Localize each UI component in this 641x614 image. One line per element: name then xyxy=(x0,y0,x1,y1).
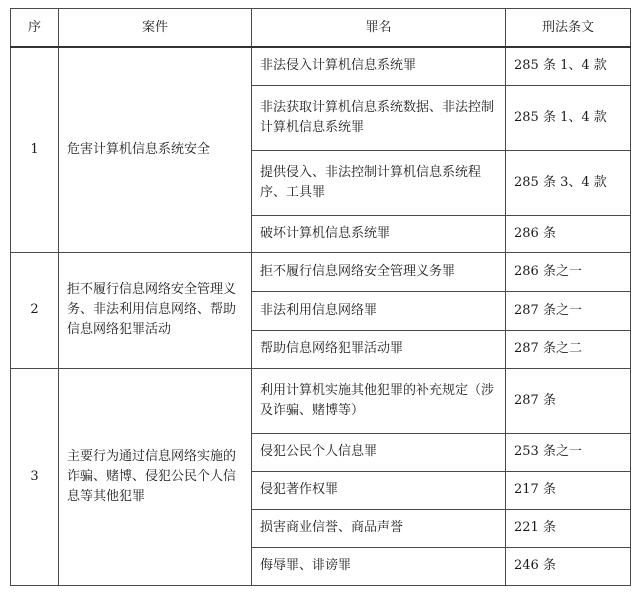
law-table xyxy=(10,8,631,586)
crime-name: 侮辱罪、诽谤罪 xyxy=(252,547,506,585)
case-name: 拒不履行信息网络安全管理义务、非法利用信息网络、帮助信息网络犯罪活动 xyxy=(59,252,252,368)
article-ref: 287 条之一 xyxy=(506,291,631,330)
article-ref: 285 条 3、4 款 xyxy=(506,150,631,215)
crime-name: 非法利用信息网络罪 xyxy=(252,291,506,330)
crime-name: 拒不履行信息网络安全管理义务罪 xyxy=(252,252,506,291)
article-ref: 253 条之一 xyxy=(506,433,631,471)
article-ref: 285 条 1、4 款 xyxy=(506,47,631,85)
case-name: 危害计算机信息系统安全 xyxy=(59,47,252,252)
header-case: 案件 xyxy=(59,9,252,48)
crime-name: 侵犯公民个人信息罪 xyxy=(252,433,506,471)
table-row xyxy=(11,47,631,85)
group-number: 2 xyxy=(11,252,59,368)
header-article: 刑法条文 xyxy=(506,9,631,48)
header-row xyxy=(11,9,631,48)
crime-name: 侵犯著作权罪 xyxy=(252,471,506,509)
article-ref: 286 条之一 xyxy=(506,252,631,291)
crime-name: 提供侵入、非法控制计算机信息系统程序、工具罪 xyxy=(252,150,506,215)
crime-name: 破坏计算机信息系统罪 xyxy=(252,215,506,252)
article-ref: 285 条 1、4 款 xyxy=(506,85,631,150)
article-ref: 217 条 xyxy=(506,471,631,509)
article-ref: 286 条 xyxy=(506,215,631,252)
crime-name: 非法侵入计算机信息系统罪 xyxy=(252,47,506,85)
header-crime: 罪名 xyxy=(252,9,506,48)
article-ref: 287 条 xyxy=(506,368,631,433)
article-ref: 221 条 xyxy=(506,509,631,547)
crime-name: 利用计算机实施其他犯罪的补充规定（涉及诈骗、赌博等） xyxy=(252,368,506,433)
article-ref: 246 条 xyxy=(506,547,631,585)
crime-name: 损害商业信誉、商品声誉 xyxy=(252,509,506,547)
crime-name: 帮助信息网络犯罪活动罪 xyxy=(252,330,506,368)
article-ref: 287 条之二 xyxy=(506,330,631,368)
group-number: 1 xyxy=(11,47,59,252)
header-no: 序 xyxy=(11,9,59,48)
table-row xyxy=(11,368,631,433)
table-row xyxy=(11,252,631,291)
group-number: 3 xyxy=(11,368,59,585)
crime-name: 非法获取计算机信息系统数据、非法控制计算机信息系统罪 xyxy=(252,85,506,150)
case-name: 主要行为通过信息网络实施的诈骗、赌博、侵犯公民个人信息等其他犯罪 xyxy=(59,368,252,585)
